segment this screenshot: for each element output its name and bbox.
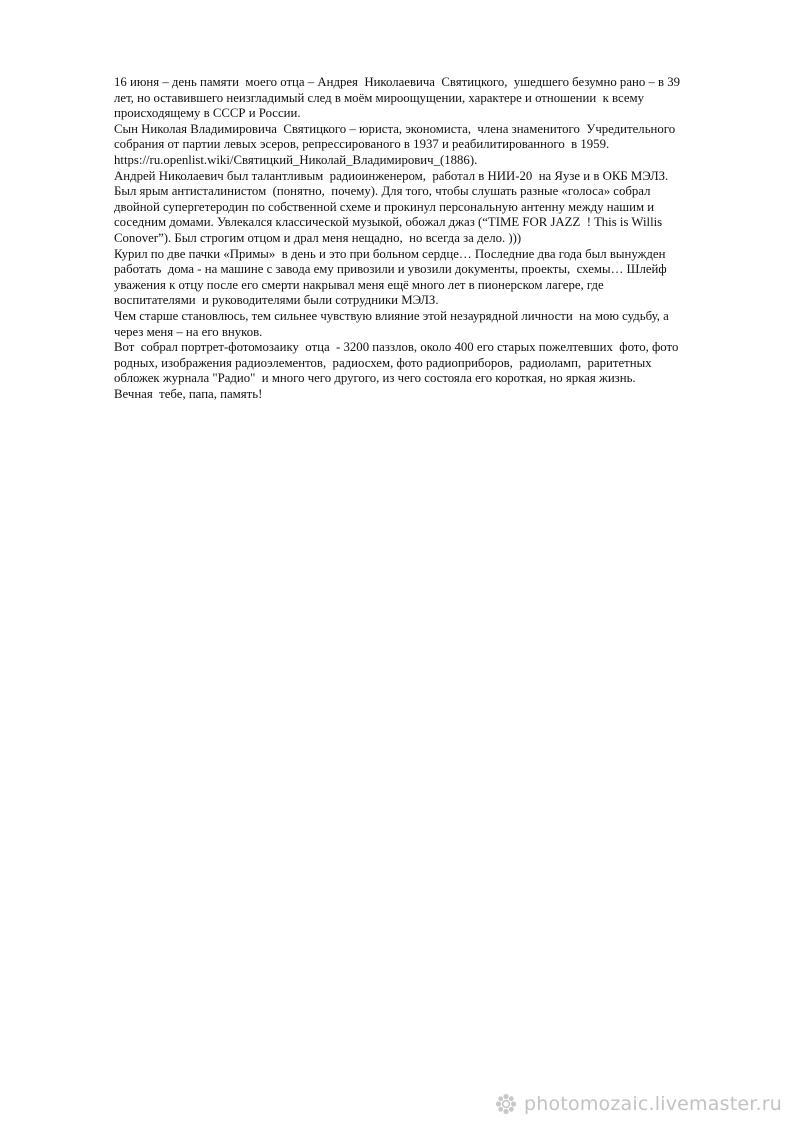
text-line: двойной супергетеродин по собственной схеме и прокинул персональную антенну между нашим и bbox=[114, 199, 655, 214]
link-text: https://ru.openlist.wiki/Святицкий_Николай_Владимирович_(1886). bbox=[114, 152, 478, 167]
text-line: работать дома - на машине с завода ему привозили и увозили документы, проекты, схемы… Шлейф bbox=[114, 262, 667, 277]
text-line: лет, но оставившего неизгладимый след в моём мироощущении, характере и отношении к всему bbox=[114, 90, 645, 105]
text-line: родных, изображения радиоэлементов, радиосхем, фото радиоприборов, радиоламп, раритетных bbox=[114, 355, 652, 370]
text-line: Conover”). Был строгим отцом и драл меня нещадно, но всегда за дело. ))) bbox=[114, 230, 522, 245]
text-line: Курил по две пачки «Примы» в день и это при больном сердце… Последние два года был вынужден bbox=[114, 246, 666, 261]
text-line: Андрей Николаевич был талантливым радиоинженером, работал в НИИ-20 на Яузе и в ОКБ МЭЛЗ. bbox=[114, 168, 669, 183]
text-line: Был ярым антисталинистом (понятно, почему). Для того, чтобы слушать разные «голоса» собрал bbox=[114, 184, 651, 199]
text-line: происходящему в СССР и России. bbox=[114, 106, 301, 121]
memorial-text bbox=[114, 75, 734, 402]
text-line: Вот собрал портрет-фотомозаику отца - 3200 паззлов, около 400 его старых пожелтевших фото, фото bbox=[114, 340, 679, 355]
text-line: воспитателями и руководителями были сотрудники МЭЛЗ. bbox=[114, 293, 439, 308]
text-line: через меня – на его внуков. bbox=[114, 324, 263, 339]
text-line: Чем старше становлюсь, тем сильнее чувствую влияние этой незаурядной личности на мою судьбу, а bbox=[114, 308, 669, 323]
flower-icon bbox=[494, 1092, 518, 1116]
text-line: уважения к отцу после его смерти накрывал меня ещё много лет в пионерском лагере, где bbox=[114, 277, 604, 292]
text-line: Сын Николая Владимировича Святицкого – юриста, экономиста, члена знаменитого Учредительного bbox=[114, 121, 676, 136]
text-line: соседним домами. Увлекался классической музыкой, обожал джаз (“TIME FOR JAZZ ! This is Willis bbox=[114, 215, 663, 230]
text-line: 16 июня – день памяти моего отца – Андрея Николаевича Святицкого, ушедшего безумно рано – в 39 bbox=[114, 75, 681, 89]
watermark-text: photomozaic.livemaster.ru bbox=[524, 1093, 782, 1115]
text-line: обложек журнала "Радио" и много чего другого, из чего состояла его короткая, но яркая жизнь. bbox=[114, 371, 636, 386]
text-line: собрания от партии левых эсеров, репрессированого в 1937 и реабилитированного в 1959. bbox=[114, 137, 610, 152]
watermark bbox=[494, 1092, 782, 1116]
text-line: Вечная тебе, папа, память! bbox=[114, 386, 263, 401]
